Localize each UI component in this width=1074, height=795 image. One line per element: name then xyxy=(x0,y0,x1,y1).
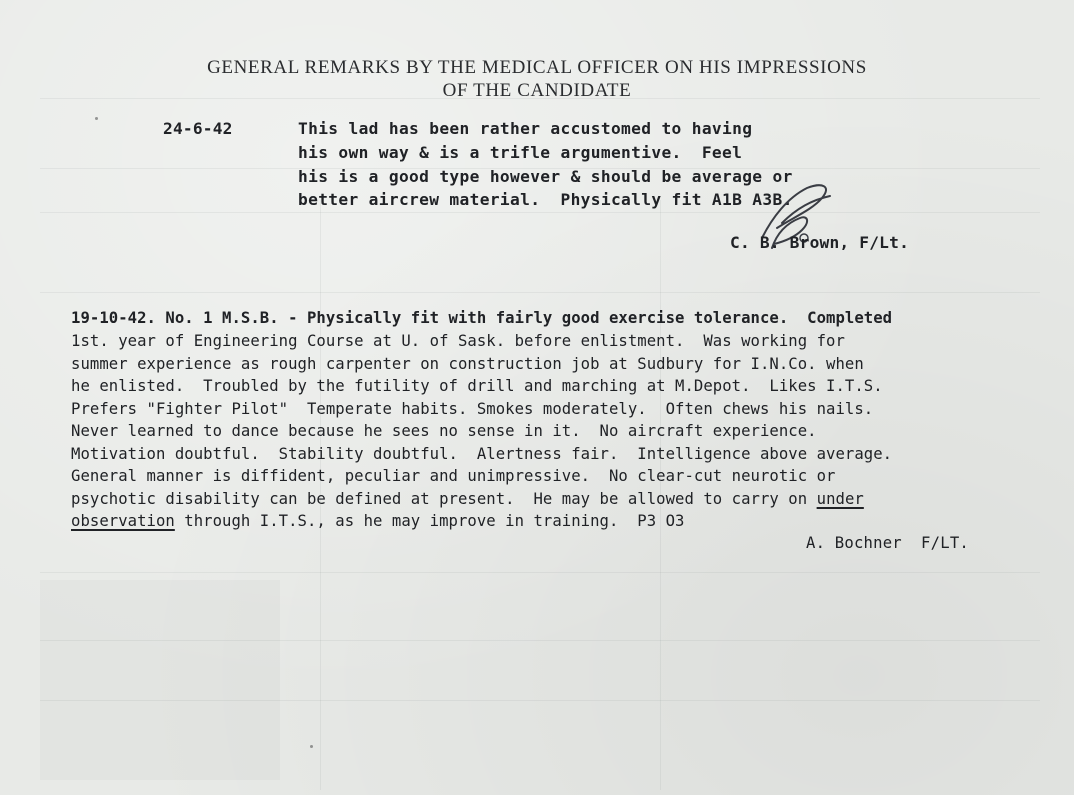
entry2-line-10-text: through I.T.S., as he may improve in training. P3 O3 xyxy=(174,512,685,530)
page-heading-line2: OF THE CANDIDATE xyxy=(442,80,632,101)
entry2-line-9-text: psychotic disability can be defined at present. He may be allowed to carry on xyxy=(71,490,817,508)
paper-speck xyxy=(310,745,313,748)
entry1-line: better aircrew material. Physically fit A1B A3B. xyxy=(298,190,793,209)
page-heading-line1: GENERAL REMARKS BY THE MEDICAL OFFICER ON HIS IMPRESSIONS xyxy=(207,57,867,78)
paper-speck xyxy=(95,117,98,120)
entry2-line: he enlisted. Troubled by the futility of drill and marching at M.Depot. Likes I.T.S. xyxy=(71,377,883,395)
entry2-line-10 xyxy=(71,512,685,530)
entry2-line-9 xyxy=(71,490,864,508)
entry2-line: Prefers "Fighter Pilot" Temperate habits. Smokes moderately. Often chews his nails. xyxy=(71,400,874,418)
ghost-block xyxy=(40,580,280,780)
ghost-rule xyxy=(40,572,1040,573)
underlined-word-observation: observation xyxy=(71,512,175,530)
entry2-line: Motivation doubtful. Stability doubtful. Alertness fair. Intelligence above average. xyxy=(71,445,893,463)
entry2-line: General manner is diffident, peculiar and unimpressive. No clear-cut neurotic or xyxy=(71,467,836,485)
underlined-word-under: under xyxy=(816,490,864,508)
ghost-rule xyxy=(40,212,1040,213)
entry1-line: his own way & is a trifle argumentive. Feel xyxy=(298,143,743,162)
entry2-line: summer experience as rough carpenter on construction job at Sudbury for I.N.Co. when xyxy=(71,355,864,373)
entry1-signature: C. B. Brown, F/Lt. xyxy=(730,233,910,252)
entry2-line: Never learned to dance because he sees no sense in it. No aircraft experience. xyxy=(71,422,817,440)
ghost-rule xyxy=(40,292,1040,293)
entry2-line: 19-10-42. No. 1 M.S.B. - Physically fit with fairly good exercise tolerance. Completed xyxy=(71,309,893,327)
entry2-signature: A. Bochner F/LT. xyxy=(806,534,969,552)
entry1-line: his is a good type however & should be average or xyxy=(298,167,793,186)
entry1-date: 24-6-42 xyxy=(163,119,233,138)
entry1-line: This lad has been rather accustomed to having xyxy=(298,119,753,138)
entry2-line: 1st. year of Engineering Course at U. of Sask. before enlistment. Was working for xyxy=(71,332,845,350)
